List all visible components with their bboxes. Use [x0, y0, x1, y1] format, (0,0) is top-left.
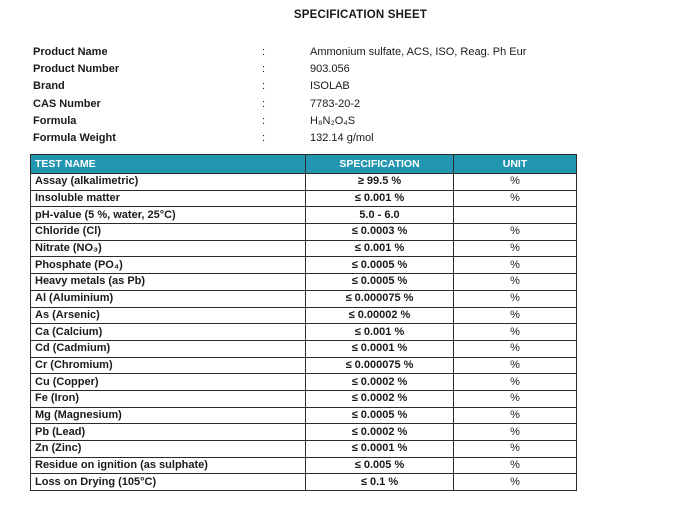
- table-row: [31, 457, 577, 474]
- test-name-cell: Chloride (Cl): [31, 224, 306, 241]
- test-name-cell: Insoluble matter: [31, 190, 306, 207]
- unit-cell: %: [454, 290, 577, 307]
- table-row: [31, 224, 577, 241]
- info-colon: :: [262, 46, 266, 58]
- table-row: [31, 374, 577, 391]
- unit-cell: %: [454, 357, 577, 374]
- product-info: [33, 44, 667, 147]
- table-header-row: [31, 155, 577, 174]
- table-row: [31, 407, 577, 424]
- table-row: [31, 340, 577, 357]
- table-row: [31, 290, 577, 307]
- unit-cell: %: [454, 240, 577, 257]
- info-value: 903.056: [310, 63, 350, 76]
- specification-table: [30, 154, 577, 491]
- test-name-cell: Assay (alkalimetric): [31, 174, 306, 191]
- table-row: [31, 424, 577, 441]
- table-row: [31, 307, 577, 324]
- unit-cell: %: [454, 390, 577, 407]
- info-value: H₈N₂O₄S: [310, 114, 356, 127]
- unit-cell: %: [454, 274, 577, 291]
- test-name-cell: Residue on ignition (as sulphate): [31, 457, 306, 474]
- unit-cell: %: [454, 374, 577, 391]
- specification-cell: ≤ 0.005 %: [306, 457, 454, 474]
- test-name-cell: Cu (Copper): [31, 374, 306, 391]
- table-row: [31, 190, 577, 207]
- table-row: [31, 357, 577, 374]
- header-test-name: TEST NAME: [31, 155, 306, 174]
- specification-cell: ≤ 0.00002 %: [306, 307, 454, 324]
- info-colon: :: [262, 114, 266, 127]
- test-name-cell: Phosphate (PO₄): [31, 257, 306, 274]
- specification-cell: ≤ 0.0001 %: [306, 340, 454, 357]
- info-value: Ammonium sulfate, ACS, ISO, Reag. Ph Eur: [310, 46, 527, 58]
- specification-cell: ≤ 0.001 %: [306, 240, 454, 257]
- specification-cell: ≤ 0.0001 %: [306, 441, 454, 458]
- info-value: ISOLAB: [310, 80, 350, 93]
- unit-cell: %: [454, 474, 577, 491]
- test-name-cell: Cr (Chromium): [31, 357, 306, 374]
- unit-cell: %: [454, 457, 577, 474]
- info-colon: :: [262, 63, 266, 76]
- specification-cell: ≤ 0.001 %: [306, 190, 454, 207]
- unit-cell: %: [454, 190, 577, 207]
- test-name-cell: Heavy metals (as Pb): [31, 274, 306, 291]
- table-row: [31, 390, 577, 407]
- unit-cell: [454, 207, 577, 224]
- test-name-cell: Zn (Zinc): [31, 441, 306, 458]
- info-colon: :: [262, 97, 266, 110]
- specification-cell: ≤ 0.001 %: [306, 324, 454, 341]
- info-label: Brand: [33, 80, 65, 93]
- specification-cell: ≤ 0.000075 %: [306, 290, 454, 307]
- info-label: Formula: [33, 114, 77, 127]
- specification-cell: 5.0 - 6.0: [306, 207, 454, 224]
- test-name-cell: Mg (Magnesium): [31, 407, 306, 424]
- table-row: [31, 257, 577, 274]
- page-title: SPECIFICATION SHEET: [293, 9, 428, 21]
- table-row: [31, 174, 577, 191]
- test-name-cell: Ca (Calcium): [31, 324, 306, 341]
- info-row: [33, 78, 667, 95]
- specification-cell: ≤ 0.0005 %: [306, 257, 454, 274]
- info-row: [33, 61, 667, 78]
- table-row: [31, 240, 577, 257]
- test-name-cell: Nitrate (NO₃): [31, 240, 306, 257]
- header-unit: UNIT: [454, 155, 577, 174]
- test-name-cell: Loss on Drying (105°C): [31, 474, 306, 491]
- table-row: [31, 474, 577, 491]
- test-name-cell: pH-value (5 %, water, 25°C): [31, 207, 306, 224]
- specification-cell: ≥ 99.5 %: [306, 174, 454, 191]
- specification-cell: ≤ 0.1 %: [306, 474, 454, 491]
- info-label: Product Number: [33, 63, 120, 76]
- info-label: Product Name: [33, 46, 108, 58]
- unit-cell: %: [454, 441, 577, 458]
- info-colon: :: [262, 131, 266, 144]
- info-row: [33, 113, 667, 130]
- unit-cell: %: [454, 174, 577, 191]
- unit-cell: %: [454, 307, 577, 324]
- unit-cell: %: [454, 407, 577, 424]
- info-row: [33, 96, 667, 113]
- table-body: [31, 174, 577, 491]
- specification-cell: ≤ 0.0003 %: [306, 224, 454, 241]
- table-row: [31, 274, 577, 291]
- specification-cell: ≤ 0.0002 %: [306, 390, 454, 407]
- info-value: 132.14 g/mol: [310, 131, 374, 144]
- test-name-cell: Fe (Iron): [31, 390, 306, 407]
- specification-cell: ≤ 0.0005 %: [306, 274, 454, 291]
- unit-cell: %: [454, 224, 577, 241]
- specification-cell: ≤ 0.0002 %: [306, 374, 454, 391]
- info-row: [33, 130, 667, 147]
- table-row: [31, 441, 577, 458]
- info-label: Formula Weight: [33, 131, 116, 144]
- specification-cell: ≤ 0.000075 %: [306, 357, 454, 374]
- info-label: CAS Number: [33, 97, 101, 110]
- info-value: 7783-20-2: [310, 97, 361, 110]
- table-row: [31, 324, 577, 341]
- specification-cell: ≤ 0.0002 %: [306, 424, 454, 441]
- test-name-cell: Cd (Cadmium): [31, 340, 306, 357]
- unit-cell: %: [454, 257, 577, 274]
- test-name-cell: Pb (Lead): [31, 424, 306, 441]
- unit-cell: %: [454, 424, 577, 441]
- info-row: [33, 44, 667, 61]
- specification-cell: ≤ 0.0005 %: [306, 407, 454, 424]
- info-colon: :: [262, 80, 266, 93]
- unit-cell: %: [454, 324, 577, 341]
- unit-cell: %: [454, 340, 577, 357]
- header-specification: SPECIFICATION: [306, 155, 454, 174]
- test-name-cell: As (Arsenic): [31, 307, 306, 324]
- table-row: [31, 207, 577, 224]
- test-name-cell: Al (Aluminium): [31, 290, 306, 307]
